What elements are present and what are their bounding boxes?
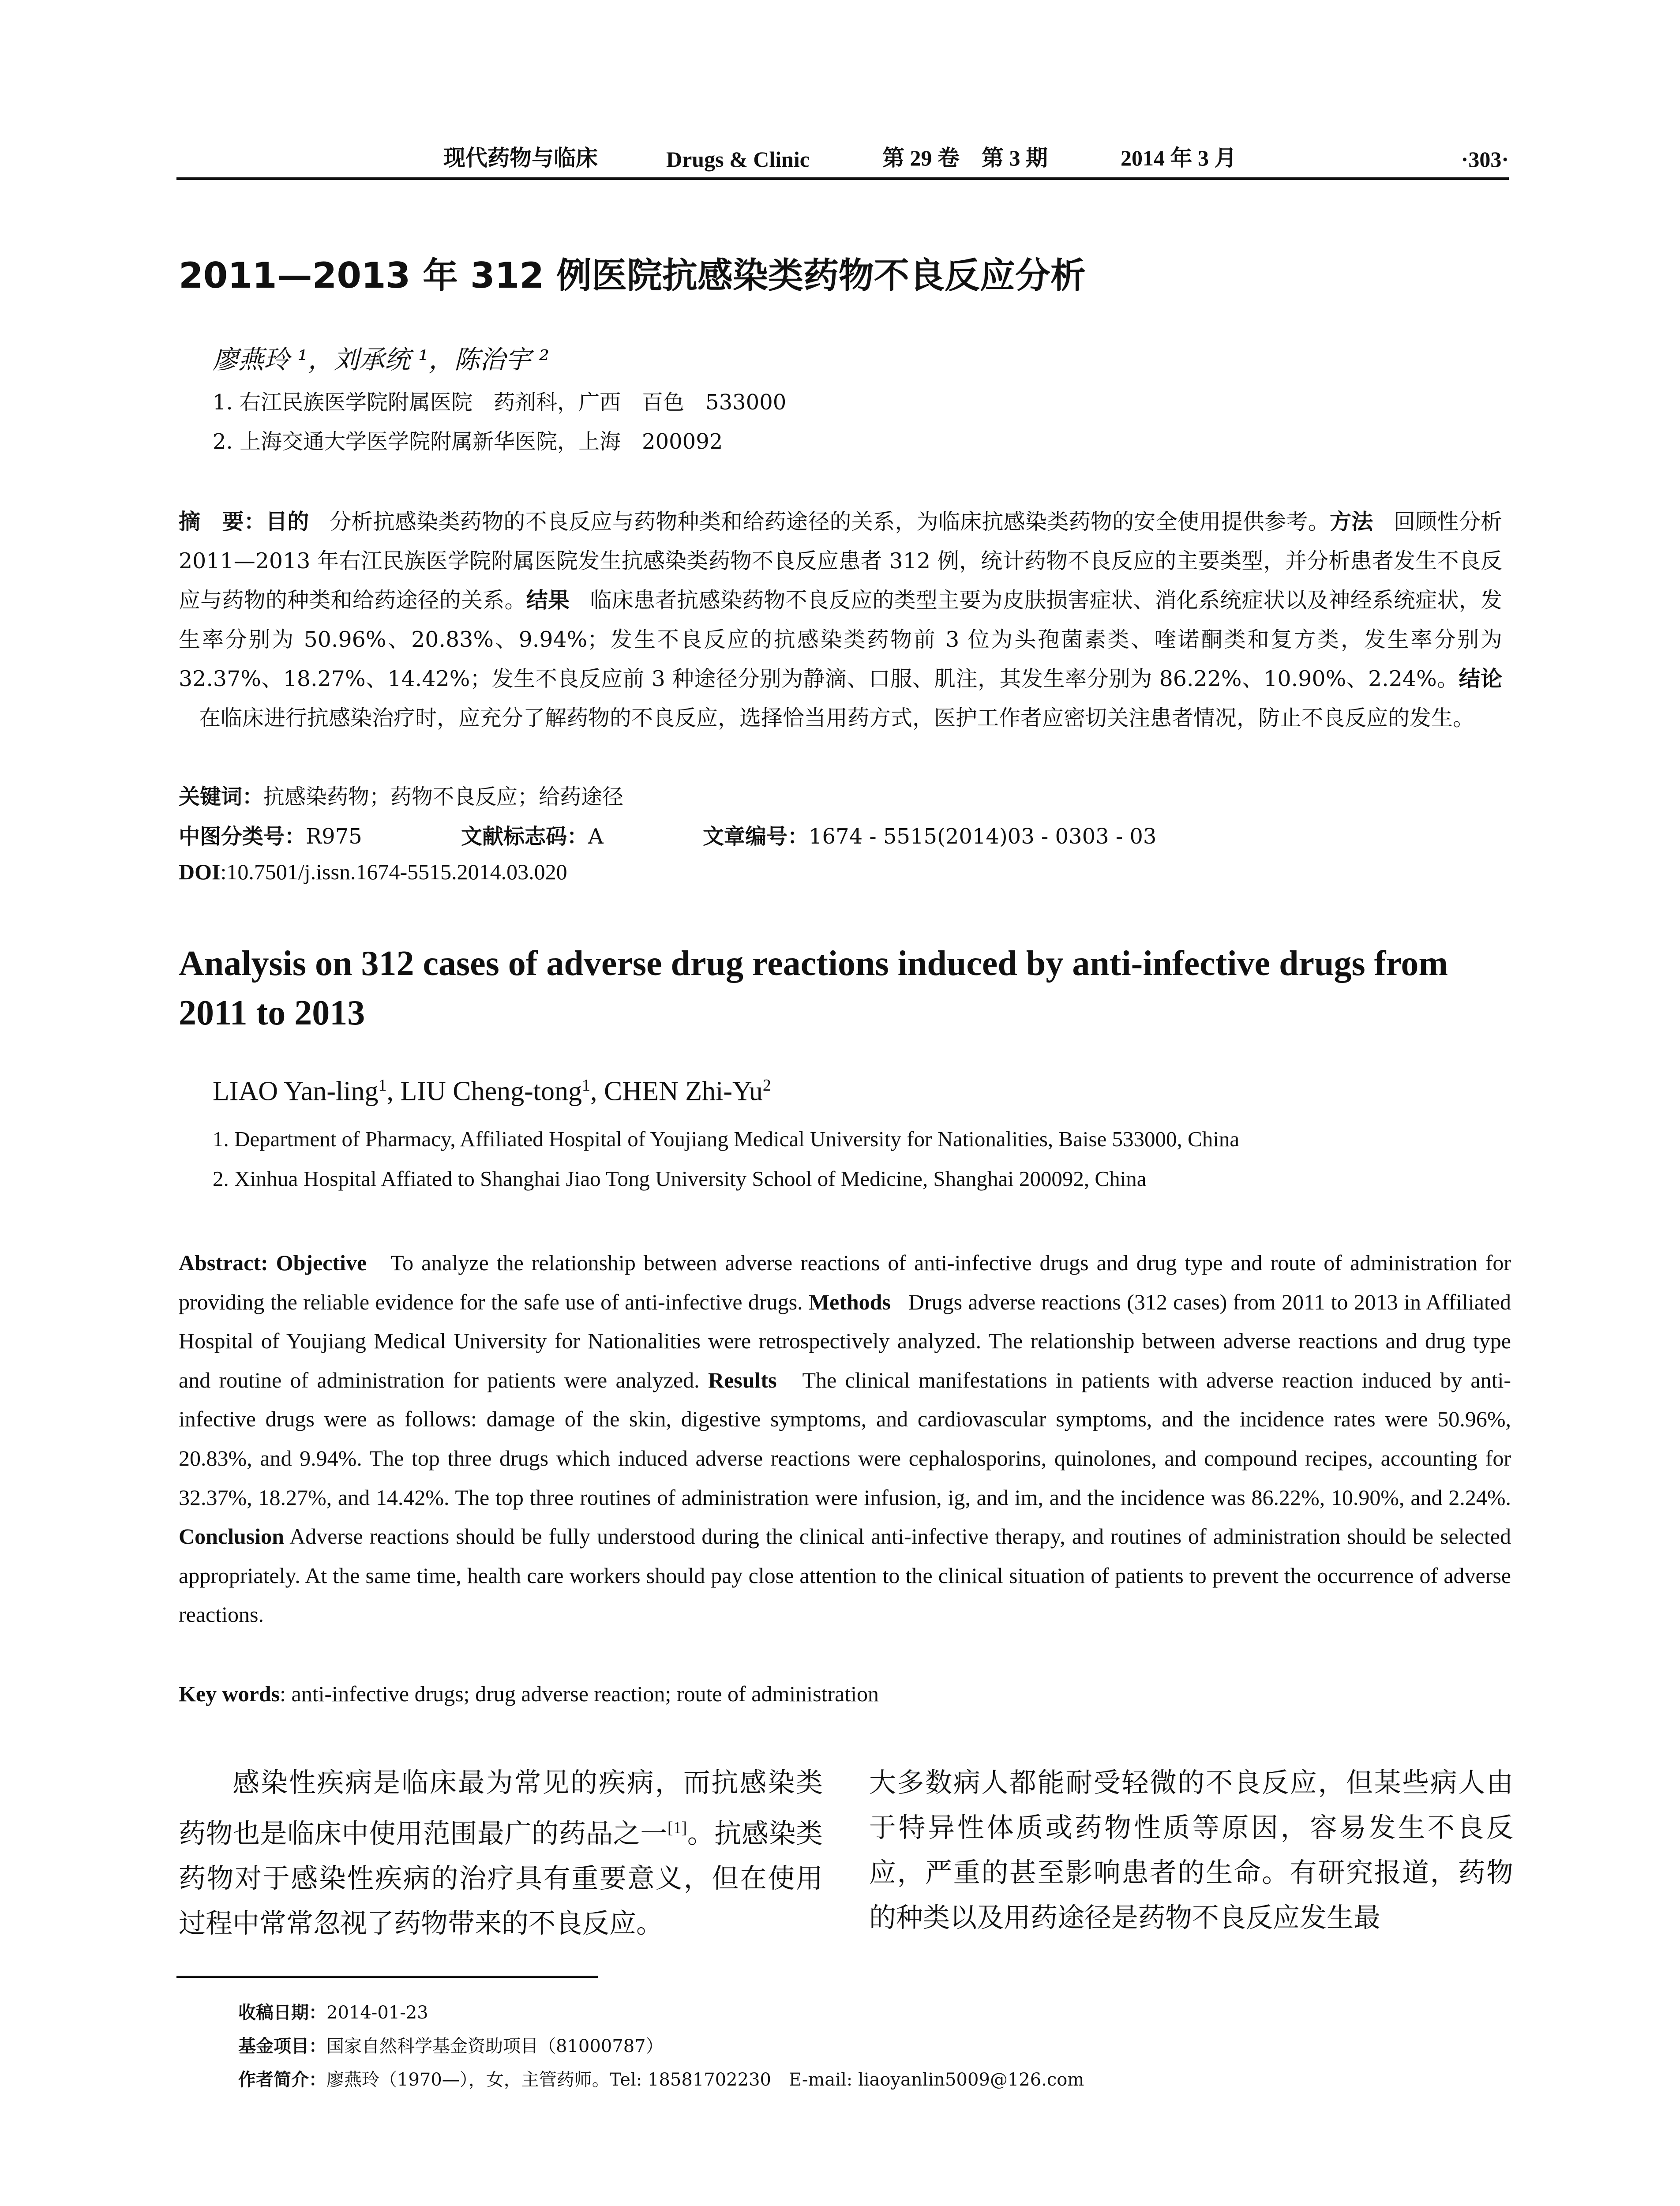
en-conclusion-label: Conclusion — [179, 1524, 284, 1549]
en-keywords-value: : anti-infective drugs; drug adverse reaction; route of administration — [280, 1681, 879, 1706]
clc-field — [179, 824, 362, 849]
chinese-affiliation-2: 2. 上海交通大学医学院附属新华医院，上海 200092 — [213, 429, 723, 454]
article-number-field — [703, 819, 1156, 850]
page-number: ·303· — [1461, 147, 1509, 172]
en-keywords-label: Key words — [179, 1681, 280, 1706]
footnote-funding — [238, 2032, 664, 2057]
english-authors — [213, 1076, 771, 1107]
footnote-funding-label: 基金项目： — [238, 2036, 326, 2056]
conclusion-label: 结论 — [1459, 666, 1502, 691]
en-methods-text: Drugs adverse reactions (312 cases) from 2011 to 2013 in Affiliated Hospital of Youjiang Medical University for Nationalities were retrospectively analyzed. The relationship between adverse reactions and drug type and routine of administration for patients were analyzed. — [179, 1289, 1511, 1392]
footnote-author-value: 廖燕玲（1970—），女，主管药师。Tel: 18581702230 E-mail: liaoyanlin5009@126.com — [326, 2070, 1084, 2090]
en-results-label: Results — [708, 1367, 777, 1392]
author-1-affiliation-mark: 1 — [378, 1076, 387, 1095]
journal-name-en: Drugs & Clinic — [666, 147, 810, 172]
keywords-label: 关键词： — [179, 784, 264, 809]
keywords-value: 抗感染药物；药物不良反应；给药途径 — [263, 784, 624, 809]
author-2-affiliation-mark: 1 — [582, 1076, 590, 1095]
en-objective-text: To analyze the relationship between adverse reactions of anti-infective drugs and drug type and route of administration for providing the reliable evidence for the safe use of anti-infective drugs. — [179, 1250, 1511, 1314]
conclusion-text: 在临床进行抗感染治疗时，应充分了解药物的不良反应，选择恰当用药方式，医护工作者应密切关注患者情况，防止不良反应的发生。 — [199, 705, 1475, 731]
doc-code-value: A — [588, 824, 604, 849]
chinese-affiliation-1: 1. 右江民族医学院附属医院 药剂科，广西 百色 533000 — [213, 390, 787, 415]
english-title: Analysis on 312 cases of adverse drug reactions induced by anti-infective drugs from 2011 to 2013 — [179, 944, 1448, 1032]
footnote-author-label: 作者简介： — [238, 2070, 326, 2090]
footnote-author — [238, 2066, 1084, 2091]
doi-line — [179, 859, 1502, 885]
author-3-affiliation-mark: 2 — [762, 1076, 771, 1095]
en-conclusion-text: Adverse reactions should be fully understood during the clinical anti-infective therapy, and routines of administration should be selected appropriately. At the same time, health care workers should pay close attention to the clinical situation of patients to prevent the occurrence of adverse reactions. — [179, 1524, 1511, 1627]
chinese-abstract — [179, 502, 1502, 738]
citation-ref: [1] — [667, 1819, 687, 1837]
results-label: 结果 — [526, 588, 570, 613]
body-left-text-1: 感染性疾病是临床最为常见的疾病，而抗感染类药物也是临床中使用范围最广的药品之一 — [179, 1767, 823, 1850]
footnote-funding-value: 国家自然科学基金资助项目（81000787） — [326, 2036, 664, 2056]
objective-label: 目的 — [266, 509, 309, 534]
footnote-rule — [176, 1976, 598, 1978]
classification-line — [179, 819, 1502, 850]
article-number-value: 1674 - 5515(2014)03 - 0303 - 03 — [809, 824, 1157, 849]
english-affiliation-1: 1. Department of Pharmacy, Affiliated Hospital of Youjiang Medical University for Nationalities, Baise 533000, China — [213, 1127, 1240, 1151]
body-column-left — [179, 1760, 823, 1946]
body-column-right: 大多数病人都能耐受轻微的不良反应，但某些病人由于特异性体质或药物性质等原因，容易发生不良反应，严重的甚至影响患者的生命。有研究报道，药物的种类以及用药途径是药物不良反应发生最 — [869, 1767, 1513, 1933]
article-number-label: 文章编号： — [703, 824, 809, 849]
en-methods-label: Methods — [808, 1289, 891, 1314]
issue-date: 2014 年 3 月 — [1121, 146, 1237, 170]
english-affiliation-2: 2. Xinhua Hospital Affiated to Shanghai Jiao Tong University School of Medicine, Shanghai 200092, China — [213, 1167, 1147, 1191]
journal-name-cn: 现代药物与临床 — [443, 146, 598, 170]
footnote-received — [238, 1999, 428, 2024]
footnote-received-label: 收稿日期： — [238, 2003, 326, 2023]
author-3: , CHEN Zhi-Yu — [590, 1076, 763, 1107]
doi-value: :10.7501/j.issn.1674-5515.2014.03.020 — [220, 859, 567, 884]
methods-text: 回顾性分析 2011—2013 年右江民族医学院附属医院发生抗感染类药物不良反应患者 312 例，统计药物不良反应的主要类型，并分析患者发生不良反应与药物的种类和给药途径的关系。 — [179, 509, 1502, 613]
english-abstract — [179, 1243, 1511, 1634]
clc-label: 中图分类号： — [179, 824, 306, 849]
english-keywords — [179, 1681, 1511, 1707]
doc-code-label: 文献标志码： — [461, 824, 589, 849]
abstract-label: 摘 要： — [179, 509, 266, 534]
chinese-authors: 廖燕玲 ¹，刘承统 ¹，陈治宇 ² — [213, 345, 550, 375]
chinese-keywords — [179, 780, 1502, 810]
volume-issue: 第 29 卷 第 3 期 — [882, 146, 1048, 170]
author-2: , LIU Cheng-tong — [386, 1076, 582, 1107]
clc-value: R975 — [306, 824, 362, 849]
body-left-text-2: 。抗感染类药物对于感染性疾病的治疗具有重要意义，但在使用过程中常常忽视了药物带来的不良反应。 — [179, 1818, 823, 1940]
running-header — [176, 142, 1509, 180]
methods-label: 方法 — [1329, 509, 1373, 534]
en-objective-label: Abstract: Objective — [179, 1250, 367, 1275]
footnote-received-value: 2014-01-23 — [326, 2003, 428, 2023]
doi-label: DOI — [179, 859, 221, 884]
doc-code-field — [461, 819, 604, 850]
objective-text: 分析抗感染类药物的不良反应与药物种类和给药途径的关系，为临床抗感染类药物的安全使用提供参考。 — [329, 509, 1330, 534]
chinese-title: 2011—2013 年 312 例医院抗感染类药物不良反应分析 — [179, 255, 1086, 296]
author-1: LIAO Yan-ling — [213, 1076, 379, 1107]
results-text: 临床患者抗感染药物不良反应的类型主要为皮肤损害症状、消化系统症状以及神经系统症状，发生率分别为 50.96%、20.83%、9.94%；发生不良反应的抗感染类药物前 3 位为头孢菌素类、喹诺酮类和复方类，发生率分别为 32.37%、18.27%、14.42%；发生不良反应前 3 种途径分别为静滴、口服、肌注，其发生率分别为 86.22%、10.90%、2.24%。 — [179, 588, 1502, 691]
en-results-text: The clinical manifestations in patients with adverse reaction induced by anti-infective drugs were as follows: damage of the skin, digestive symptoms, and cardiovascular symptoms, and the incidence rates were 50.96%, 20.83%, and 9.94%. The top three drugs which induced adverse reactions were cephalosporins, quinolones, and compound recipes, accounting for 32.37%, 18.27%, and 14.42%. The top three routines of administration were infusion, ig, and im, and the incidence was 86.22%, 10.90%, and 2.24%. — [179, 1367, 1511, 1510]
